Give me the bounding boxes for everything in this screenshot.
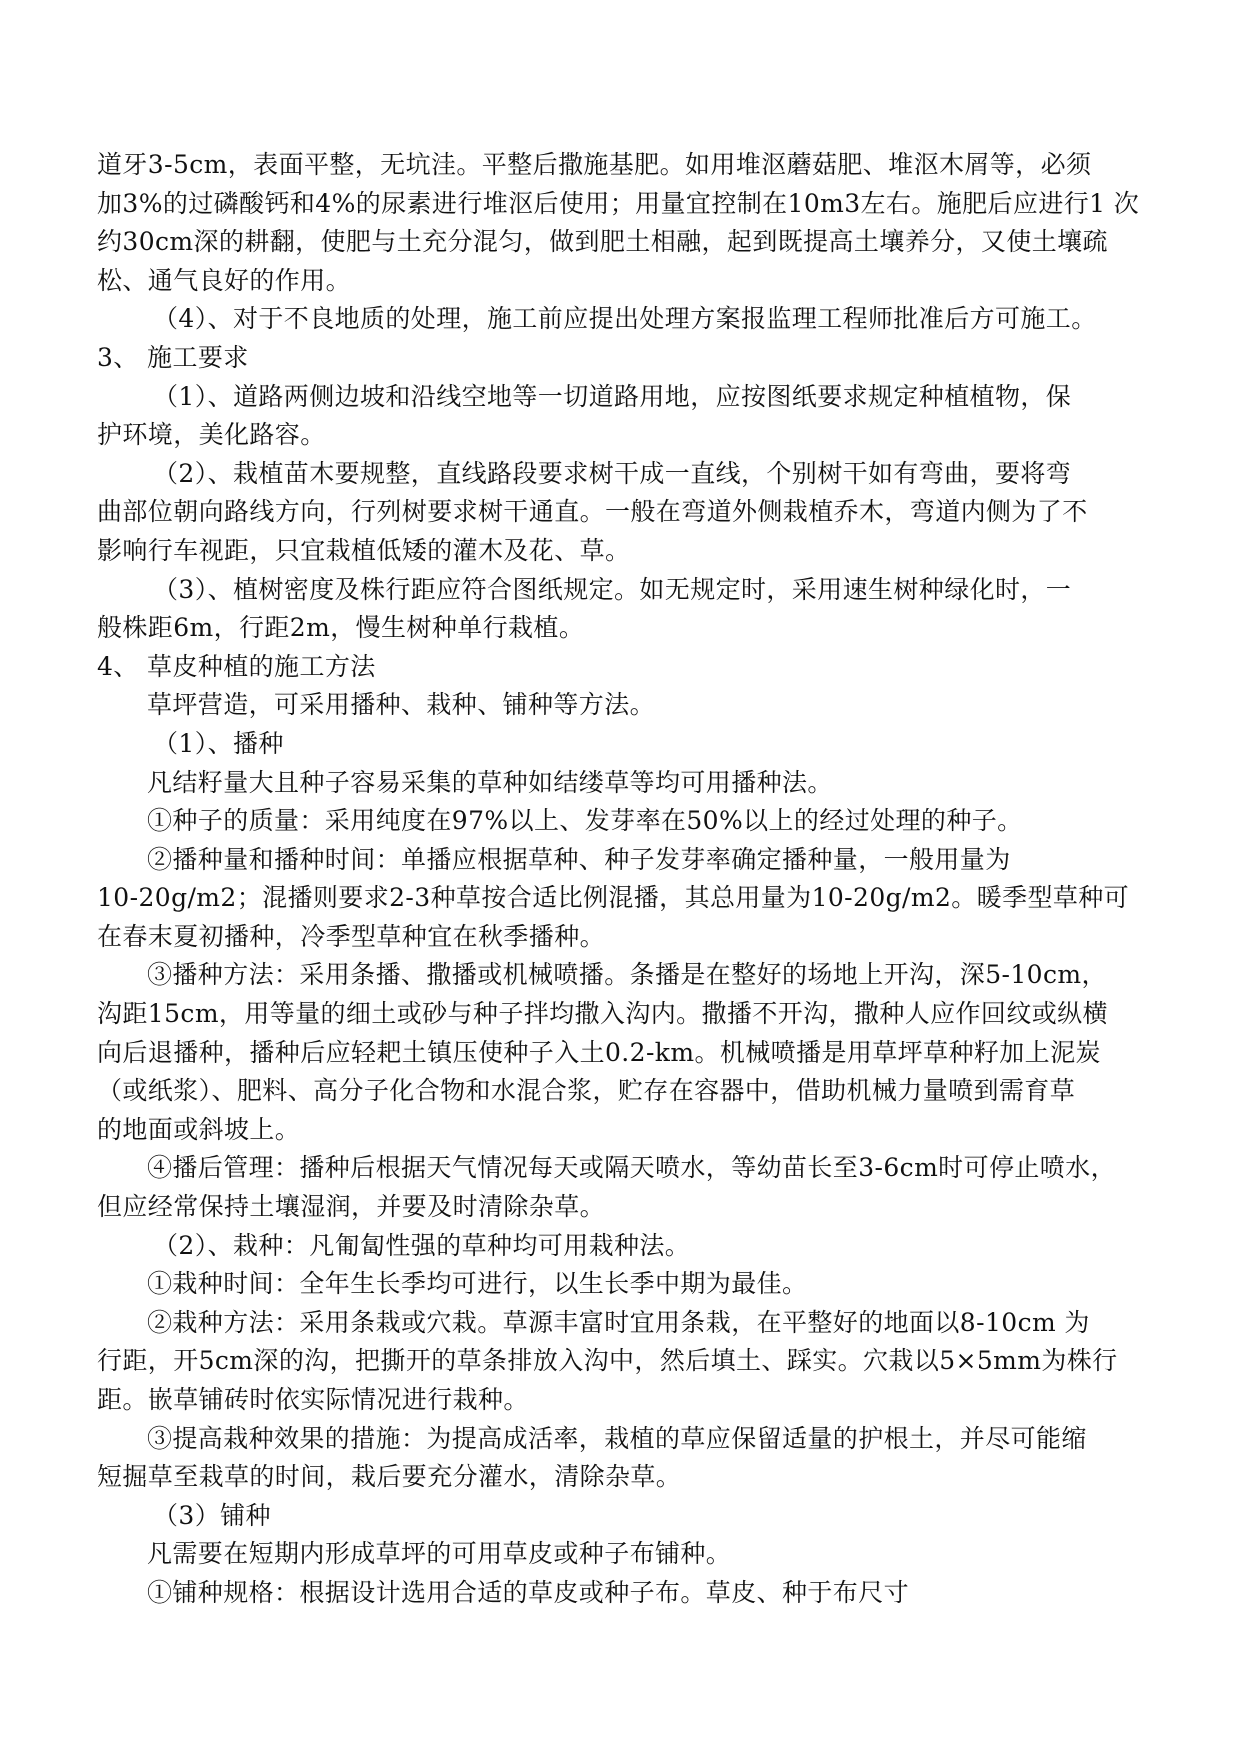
text-line: 4、 草皮种植的施工方法	[97, 651, 376, 681]
text-line: 松、通气良好的作用。	[97, 265, 352, 295]
text-line: 10-20g/m2；混播则要求2-3种草按合适比例混播，其总用量为10-20g/m2。暖季型草种可	[97, 883, 1130, 913]
text-line: （1）、道路两侧边坡和沿线空地等一切道路用地，应按图纸要求规定种植植物，保	[153, 381, 1072, 411]
text-line: 距。嵌草铺砖时依实际情况进行栽种。	[97, 1385, 529, 1414]
text-line: ①铺种规格：根据设计选用合适的草皮或种子布。草皮、种于布尺寸	[147, 1577, 910, 1607]
text-line: ②栽种方法：采用条栽或穴栽。草源丰富时宜用条栽，在平整好的地面以8-10cm 为	[147, 1307, 1090, 1337]
text-line: 草坪营造，可采用播种、栽种、铺种等方法。	[147, 690, 656, 720]
text-line: （3）铺种	[153, 1500, 271, 1530]
text-line: ④播后管理：播种后根据天气情况每天或隔天喷水，等幼苗长至3-6cm时可停止喷水，	[147, 1153, 1116, 1183]
text-line: 向后退播种，播种后应轻耙土镇压使种子入土0.2-km。机械喷播是用草坪草种籽加上泥炭	[97, 1037, 1101, 1067]
text-line: 曲部位朝向路线方向，行列树要求树干通直。一般在弯道外侧栽植乔木，弯道内侧为了不	[97, 497, 1088, 527]
text-line: （2）、栽种：凡匍匐性强的草种均可用栽种法。	[153, 1230, 691, 1260]
text-line: （1）、播种	[153, 728, 284, 758]
text-line: ②播种量和播种时间：单播应根据草种、种子发芽率确定播种量，一般用量为	[147, 844, 1011, 874]
text-line: 的地面或斜坡上。	[97, 1114, 301, 1144]
text-line: ①种子的质量：采用纯度在97%以上、发芽率在50%以上的经过处理的种子。	[147, 806, 1023, 836]
text-line: 加3%的过磷酸钙和4%的尿素进行堆沤后使用；用量宜控制在10m3左右。施肥后应进行1 次	[97, 188, 1140, 218]
text-line: ③提高栽种效果的措施：为提高成活率，栽植的草应保留适量的护根土，并尽可能缩	[147, 1423, 1087, 1453]
text-line: （或纸浆）、肥料、高分子化合物和水混合浆，贮存在容器中，借助机械力量喷到需育草	[97, 1076, 1076, 1106]
text-line: 3、 施工要求	[97, 342, 249, 372]
text-line: 道牙3-5cm，表面平整，无坑洼。平整后撒施基肥。如用堆沤蘑菇肥、堆沤木屑等，必须	[97, 150, 1092, 179]
text-line: （4）、对于不良地质的处理，施工前应提出处理方案报监理工程师批准后方可施工。	[153, 304, 1097, 334]
text-line: 般株距6m，行距2m，慢生树种单行栽植。	[97, 613, 585, 643]
text-line: 护环境，美化路容。	[97, 420, 326, 450]
text-line: （3）、植树密度及株行距应符合图纸规定。如无规定时，采用速生树种绿化时，一	[153, 574, 1072, 604]
text-line: 行距，开5cm深的沟，把撕开的草条排放入沟中，然后填土、踩实。穴栽以5×5mm为株行	[97, 1346, 1118, 1376]
text-line: 约30cm深的耕翻，使肥与土充分混匀，做到肥土相融，起到既提高土壤养分，又使土壤疏	[97, 227, 1108, 257]
text-line: （2）、栽植苗木要规整，直线路段要求树干成一直线，个别树干如有弯曲，要将弯	[153, 458, 1072, 488]
text-line: 短掘草至栽草的时间，栽后要充分灌水，清除杂草。	[97, 1462, 682, 1492]
text-line: ③播种方法：采用条播、撒播或机械喷播。条播是在整好的场地上开沟，深5-10cm，	[147, 960, 1107, 990]
text-line: 凡结籽量大且种子容易采集的草种如结缕草等均可用播种法。	[147, 767, 833, 797]
text-line: 凡需要在短期内形成草坪的可用草皮或种子布铺种。	[147, 1539, 732, 1569]
document-body	[97, 146, 1149, 1613]
text-line: 但应经常保持土壤湿润，并要及时清除杂草。	[97, 1192, 606, 1222]
text-line: 影响行车视距，只宜栽植低矮的灌木及花、草。	[97, 535, 631, 565]
text-line: 沟距15cm，用等量的细土或砂与种子拌均撒入沟内。撒播不开沟，撒种人应作回纹或纵横	[97, 999, 1108, 1029]
text-line: ①栽种时间：全年生长季均可进行，以生长季中期为最佳。	[147, 1269, 808, 1299]
text-line: 在春末夏初播种，冷季型草种宜在秋季播种。	[97, 921, 606, 951]
